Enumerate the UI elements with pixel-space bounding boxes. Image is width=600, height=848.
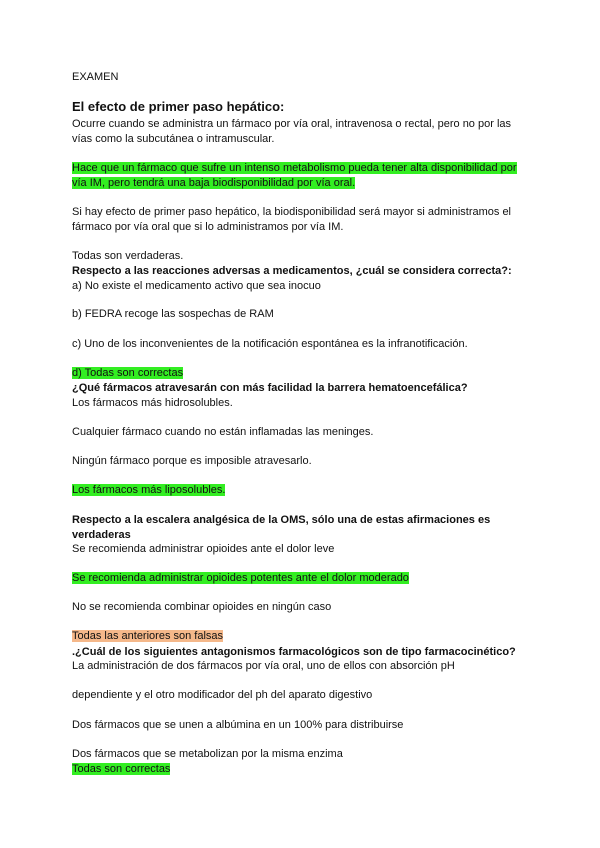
- q1-option-a-line2: vías como la subcutánea o intramuscular.: [72, 133, 275, 145]
- question-1-title: El efecto de primer paso hepático:: [72, 99, 285, 114]
- q1-option-c-line1: Si hay efecto de primer paso hepático, la biodisponibilidad será mayor si administramos el: [72, 206, 512, 218]
- q3-option-b: Cualquier fármaco cuando no están inflamadas las meninges.: [72, 426, 374, 438]
- question-3-title: ¿Qué fármacos atravesarán con más facilidad la barrera hematoencefálica?: [72, 382, 468, 394]
- q2-option-b: b) FEDRA recoge las sospechas de RAM: [72, 308, 274, 320]
- q2-option-c: c) Uno de los inconvenientes de la notificación espontánea es la infranotificación.: [72, 338, 468, 350]
- q1-option-b-line2: vía IM, pero tendrá una baja biodisponibilidad por vía oral.: [72, 177, 356, 189]
- question-5-title: .¿Cuál de los siguientes antagonismos farmacológicos son de tipo farmacocinético?: [72, 646, 516, 658]
- q3-option-a: Los fármacos más hidrosolubles.: [72, 397, 233, 409]
- q1-option-a-line1: Ocurre cuando se administra un fármaco por vía oral, intravenosa o rectal, pero no por las: [72, 118, 512, 130]
- q3-option-c: Ningún fármaco porque es imposible atravesarlo.: [72, 455, 312, 467]
- q4-option-b: Se recomienda administrar opioides potentes ante el dolor moderado: [72, 572, 409, 584]
- q1-option-d: Todas son verdaderas.: [72, 250, 184, 262]
- q5-option-b: Dos fármacos que se unen a albúmina en un 100% para distribuirse: [72, 719, 404, 731]
- q1-option-c-line2: fármaco por vía oral que si lo administramos por vía IM.: [72, 221, 344, 233]
- q4-option-c: No se recomienda combinar opioides en ningún caso: [72, 601, 332, 613]
- q2-option-d: d) Todas son correctas: [72, 367, 184, 379]
- q2-option-a: a) No existe el medicamento activo que sea inocuo: [72, 280, 321, 292]
- q1-option-b-line1: Hace que un fármaco que sufre un intenso metabolismo pueda tener alta disponibilidad por: [72, 162, 517, 174]
- q4-option-d: Todas las anteriores son falsas: [72, 630, 224, 642]
- question-4-title-line1: Respecto a la escalera analgésica de la OMS, sólo una de estas afirmaciones es: [72, 514, 491, 526]
- q5-option-d: Todas son correctas: [72, 763, 171, 775]
- q5-option-a-line1: La administración de dos fármacos por vía oral, uno de ellos con absorción pH: [72, 660, 455, 672]
- q5-option-c: Dos fármacos que se metabolizan por la misma enzima: [72, 748, 343, 760]
- q4-option-a: Se recomienda administrar opioides ante el dolor leve: [72, 543, 335, 555]
- question-4-title-line2: verdaderas: [72, 529, 131, 541]
- q5-option-a-line2: dependiente y el otro modificador del ph del aparato digestivo: [72, 689, 373, 701]
- exam-header: EXAMEN: [72, 71, 119, 83]
- question-2-title: Respecto a las reacciones adversas a medicamentos, ¿cuál se considera correcta?:: [72, 265, 512, 277]
- q3-option-d: Los fármacos más liposolubles.: [72, 484, 226, 496]
